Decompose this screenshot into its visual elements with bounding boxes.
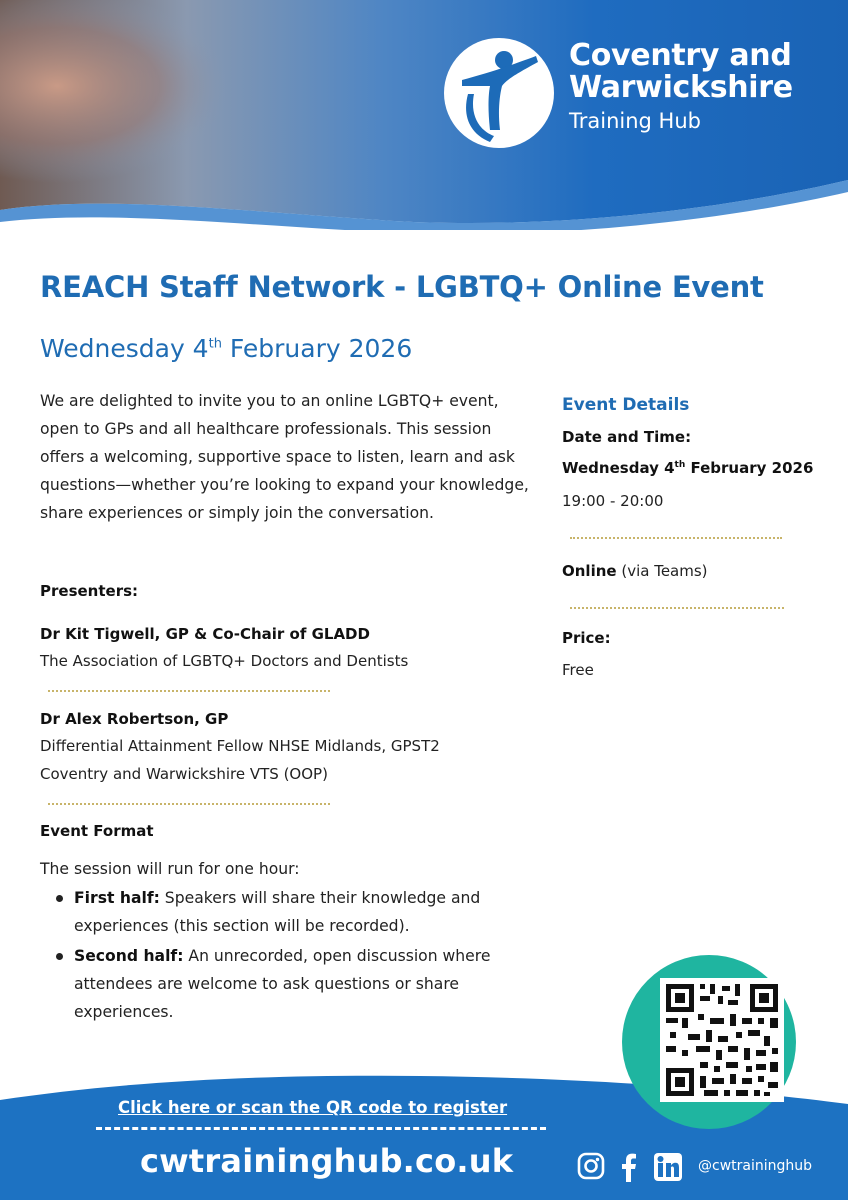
presenter-2-role-line-1: Differential Attainment Fellow NHSE Midlands, GPST2 <box>40 737 440 755</box>
brand-line-1: Coventry and <box>569 38 792 73</box>
format-list <box>50 884 530 1028</box>
logo <box>444 38 554 148</box>
price-value: Free <box>562 661 594 679</box>
event-title: REACH Staff Network - LGBTQ+ Online Event <box>40 270 764 304</box>
event-details-heading: Event Details <box>562 395 690 415</box>
divider <box>96 1127 546 1130</box>
format-lead: The session will run for one hour: <box>40 860 300 878</box>
register-link[interactable]: Click here or scan the QR code to register <box>118 1098 508 1117</box>
presenter-2-role-line-2: Coventry and Warwickshire VTS (OOP) <box>40 765 328 783</box>
intro-paragraph: We are delighted to invite you to an online LGBTQ+ event, open to GPs and all healthcare professionals. This session offers a welcoming, supportive space to listen, learn and ask questions—whether you’re looking to expand your knowledge, share experiences or simply join the conversation. <box>40 392 529 522</box>
brand-name <box>569 40 793 136</box>
details-date-day: Wednesday 4 <box>562 459 675 477</box>
presenters-heading: Presenters: <box>40 582 139 600</box>
presenter-1-role: The Association of LGBTQ+ Doctors and Dentists <box>40 652 409 670</box>
linkedin-icon[interactable] <box>653 1152 683 1186</box>
presenter-2-name: Dr Alex Robertson, GP <box>40 710 229 728</box>
date-time-label: Date and Time: <box>562 428 692 446</box>
event-date-rest: February 2026 <box>221 334 413 363</box>
online-info <box>562 562 708 580</box>
presenter-1-name: Dr Kit Tigwell, GP & Co-Chair of GLADD <box>40 625 370 643</box>
social-handle: @cwtraininghub <box>698 1158 813 1174</box>
online-rest: (via Teams) <box>616 562 708 580</box>
format-item-1-label: First half: <box>74 889 160 907</box>
event-date-sup: th <box>208 336 222 352</box>
details-date-sup: th <box>674 460 686 470</box>
divider <box>48 690 330 692</box>
price-label: Price: <box>562 629 611 647</box>
divider <box>570 537 782 539</box>
website-link[interactable]: cwtraininghub.co.uk <box>140 1142 514 1180</box>
online-label: Online <box>562 562 617 580</box>
divider <box>570 607 784 609</box>
details-time: 19:00 - 20:00 <box>562 492 664 510</box>
brand-line-3: Training Hub <box>569 109 701 133</box>
format-item-2-label: Second half: <box>74 947 184 965</box>
qr-code[interactable] <box>660 978 784 1102</box>
list-item <box>50 942 530 1026</box>
details-date <box>562 459 813 477</box>
event-date <box>40 334 412 363</box>
details-date-rest: February 2026 <box>685 459 814 477</box>
list-item <box>50 884 530 940</box>
format-item-1-text: Speakers will share their knowledge and experiences (this section will be recorded). <box>74 889 481 935</box>
facebook-icon[interactable] <box>619 1152 637 1186</box>
event-date-day: Wednesday 4 <box>40 334 209 363</box>
format-item-2-text: An unrecorded, open discussion where attendees are welcome to ask questions or share experiences. <box>74 947 491 1021</box>
divider <box>48 803 330 805</box>
brand-line-2: Warwickshire <box>569 70 793 105</box>
instagram-icon[interactable] <box>577 1152 605 1184</box>
format-heading: Event Format <box>40 822 154 840</box>
